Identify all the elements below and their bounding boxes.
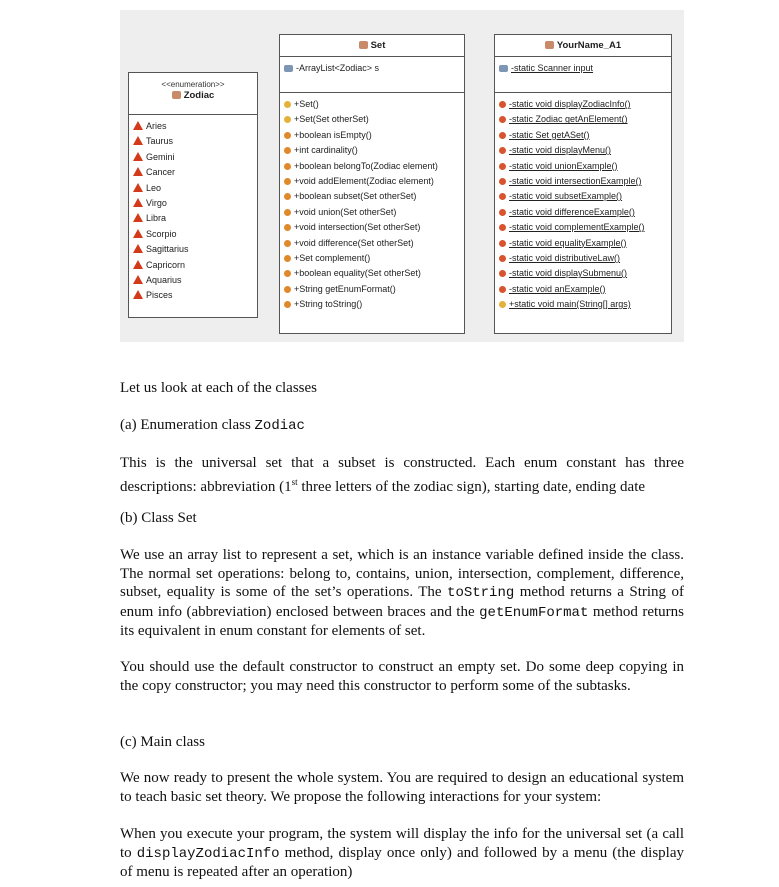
private-method-icon [499,255,506,262]
private-method-icon [499,286,506,293]
public-method-icon [284,193,291,200]
public-method-icon [284,270,291,277]
private-method-icon [499,209,506,216]
enum-constant-icon [133,213,143,222]
method-row: -static void displaySubmenu() [495,266,671,281]
enum-constant: Virgo [129,196,257,211]
method-row: +void intersection(Set otherSet) [280,220,464,235]
enum-constant-icon [133,244,143,253]
private-method-icon [499,270,506,277]
enum-constant: Sagittarius [129,242,257,257]
section-c-heading: (c) Main class [120,734,205,750]
public-method-icon [284,209,291,216]
enum-constant: Taurus [129,134,257,149]
field-icon [284,65,293,72]
method-row: +boolean isEmpty() [280,128,464,143]
enum-constant: Cancer [129,165,257,180]
method-row: +void union(Set otherSet) [280,205,464,220]
method-row: -static void equalityExample() [495,236,671,251]
public-method-icon [284,163,291,170]
private-method-icon [499,224,506,231]
public-method-icon [284,240,291,247]
enum-constant-icon [133,183,143,192]
method-row: -static void anExample() [495,282,671,297]
private-method-icon [499,193,506,200]
set-field: -ArrayList<Zodiac> s [280,61,464,76]
method-row: -static void displayMenu() [495,143,671,158]
private-method-icon [499,132,506,139]
enum-constant: Leo [129,181,257,196]
public-method-icon [284,301,291,308]
set-class-box [279,34,465,334]
public-method-icon [284,116,291,123]
set-class-name: Set [370,40,386,51]
enum-constant: Scorpio [129,227,257,242]
enum-constant-icon [133,198,143,207]
enum-constant-icon [133,136,143,145]
enum-icon [172,91,181,99]
private-method-icon [499,163,506,170]
zodiac-class-name: Zodiac [183,90,215,101]
intro-paragraph: Let us look at each of the classes [120,380,318,396]
method-row: -static void distributiveLaw() [495,251,671,266]
method-row: +Set() [280,97,464,112]
main-field: -static Scanner input [495,61,671,76]
public-method-icon [284,132,291,139]
enum-constant-icon [133,229,143,238]
enum-constant: Capricorn [129,258,257,273]
main-class-name: YourName_A1 [556,40,622,51]
enum-constant-icon [133,290,143,299]
enum-constant-icon [133,275,143,284]
method-row: +static void main(String[] args) [495,297,671,312]
public-method-icon [284,178,291,185]
section-c-paragraph-2: When you execute your program, the system will display the info for the universal set (a call to displayZodiacInfo method, display once only) and followed by a menu (the display of menu is repeated after an operation) [120,826,684,880]
enum-constant-icon [133,167,143,176]
section-a-paragraph: This is the universal set that a subset is constructed. Each enum constant has three descriptions: abbreviation (1st three letters of the zodiac sign), starting date, ending date [120,455,684,495]
field-icon [499,65,508,72]
enum-constant: Gemini [129,150,257,165]
method-row: +void difference(Set otherSet) [280,236,464,251]
enum-constant-icon [133,260,143,269]
method-row: +String getEnumFormat() [280,282,464,297]
enum-constant-icon [133,121,143,130]
method-row: +Set(Set otherSet) [280,112,464,127]
private-method-icon [499,101,506,108]
enum-constant-icon [133,152,143,161]
zodiac-enum-box [128,72,258,318]
method-row: +int cardinality() [280,143,464,158]
public-method-icon [284,286,291,293]
method-row: +Set complement() [280,251,464,266]
private-method-icon [499,240,506,247]
zodiac-stereotype: <<enumeration>> [161,80,225,89]
method-row: +boolean subset(Set otherSet) [280,189,464,204]
method-row: +boolean equality(Set otherSet) [280,266,464,281]
method-row: +String toString() [280,297,464,312]
method-row: -static Set getASet() [495,128,671,143]
private-method-icon [499,178,506,185]
public-method-icon [284,147,291,154]
public-method-icon [284,224,291,231]
section-b-heading: (b) Class Set [120,510,197,526]
method-row: -static void unionExample() [495,159,671,174]
public-method-icon [284,255,291,262]
method-row: +void addElement(Zodiac element) [280,174,464,189]
public-method-icon [499,301,506,308]
main-class-box [494,34,672,334]
section-c-paragraph-1: We now ready to present the whole system. You are required to design an educational system to teach basic set theory. We propose the following interactions for your system: [120,770,684,805]
enum-constant: Aries [129,119,257,134]
uml-class-diagram [120,10,684,342]
section-a-heading: (a) Enumeration class Zodiac [120,417,305,434]
class-icon [359,41,368,49]
enum-constant: Pisces [129,288,257,303]
section-b-paragraph-1: We use an array list to represent a set, which is an instance variable defined inside the class. The normal set operations: belong to, contains, union, intersection, complement, difference, subset, equality is some of the set’s operations. The toString method returns a String of enum info (abbreviation) enclosed between braces and the getEnumFormat method returns its equivalent in enum constant for elements of set. [120,547,684,639]
method-row: -static void complementExample() [495,220,671,235]
enum-constant: Libra [129,211,257,226]
section-b-paragraph-2: You should use the default constructor to construct an empty set. Do some deep copying in the copy constructor; you may need this constructor to perform some of the subtasks. [120,659,684,694]
method-row: -static void displayZodiacInfo() [495,97,671,112]
method-row: -static Zodiac getAnElement() [495,112,671,127]
public-method-icon [284,101,291,108]
method-row: +boolean belongTo(Zodiac element) [280,159,464,174]
enum-constant: Aquarius [129,273,257,288]
class-icon [545,41,554,49]
method-row: -static void intersectionExample() [495,174,671,189]
private-method-icon [499,147,506,154]
private-method-icon [499,116,506,123]
method-row: -static void subsetExample() [495,189,671,204]
method-row: -static void differenceExample() [495,205,671,220]
